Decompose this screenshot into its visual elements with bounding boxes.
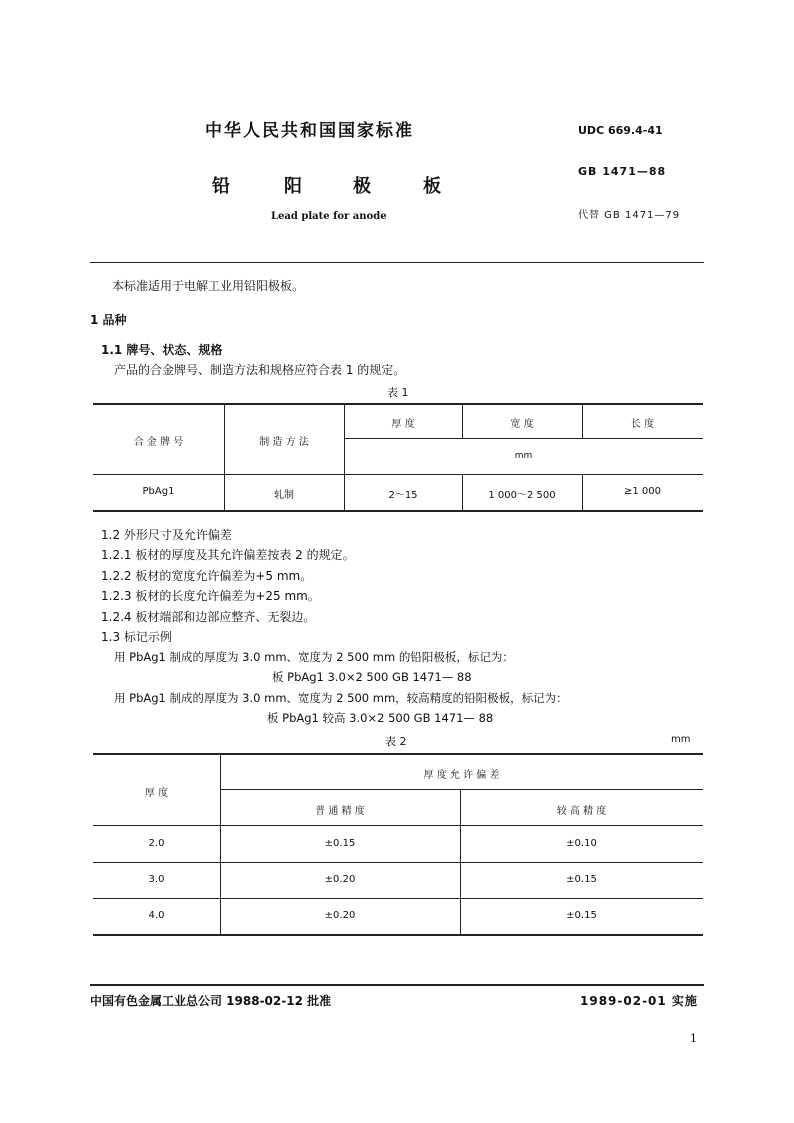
table2-top-rule bbox=[93, 753, 703, 755]
table1-bottom-rule bbox=[93, 510, 703, 512]
section-1-2-4: 1.2.4 板材端部和边部应整齐、无裂边。 bbox=[101, 610, 316, 624]
page-number: 1 bbox=[690, 1032, 697, 1045]
doc-title-char-1: 铅 bbox=[212, 176, 230, 197]
table1-row-thickness: 2～15 bbox=[388, 490, 418, 501]
table2-header-thickness: 厚 度 bbox=[144, 788, 169, 799]
table1-top-rule bbox=[93, 403, 703, 405]
table2-row2-thickness: 3.0 bbox=[148, 874, 165, 885]
table1-header-length: 长 度 bbox=[630, 419, 655, 430]
table1-header-alloy: 合 金 牌 号 bbox=[133, 437, 184, 448]
section-1-1-heading: 1.1 牌号、状态、规格 bbox=[101, 343, 223, 357]
table2-header-normal: 普 通 精 度 bbox=[315, 806, 365, 817]
effective-date: 1989-02-01 实施 bbox=[580, 994, 698, 1008]
table1-row-length: ≥1 000 bbox=[623, 486, 661, 497]
table2-row1-high: ±0.10 bbox=[566, 838, 597, 849]
table2-row3-normal: ±0.20 bbox=[324, 910, 356, 921]
section-1-2-1: 1.2.1 板材的厚度及其允许偏差按表 2 的规定。 bbox=[101, 548, 355, 562]
approval-statement: 中国有色金属工业总公司 1988-02-12 批准 bbox=[90, 994, 332, 1008]
table1-header-bottom-rule bbox=[93, 474, 703, 475]
table1-caption: 表 1 bbox=[387, 386, 409, 399]
table2-row1-thickness: 2.0 bbox=[148, 838, 165, 849]
table2-header-tolerance: 厚 度 允 许 偏 差 bbox=[423, 770, 500, 781]
table1-row-alloy: PbAg1 bbox=[142, 486, 175, 497]
table1-header-method: 制 造 方 法 bbox=[259, 437, 309, 448]
doc-subtitle-en: Lead plate for anode bbox=[271, 211, 387, 222]
header-divider bbox=[90, 262, 704, 263]
table1-header-thickness: 厚 度 bbox=[391, 419, 415, 430]
example-2-text: 用 PbAg1 制成的厚度为 3.0 mm、宽度为 2 500 mm，较高精度的铅阳极板，标记为： bbox=[114, 691, 568, 705]
gb-code: GB 1471—88 bbox=[578, 165, 667, 178]
section-1-2-heading: 1.2 外形尺寸及允许偏差 bbox=[101, 528, 232, 542]
replaces-code: 代替 GB 1471—79 bbox=[578, 210, 681, 221]
table2-row1-normal: ±0.15 bbox=[324, 838, 356, 849]
table1-header-width: 宽 度 bbox=[510, 419, 534, 430]
table2-row2-high: ±0.15 bbox=[566, 874, 597, 885]
doc-title-char-4: 板 bbox=[423, 176, 441, 197]
section-1-2-3: 1.2.3 板材的长度允许偏差为+25 mm。 bbox=[101, 589, 320, 603]
udc-code: UDC 669.4-41 bbox=[578, 124, 663, 137]
table2-caption: 表 2 bbox=[385, 735, 407, 748]
national-standard-title: 中华人民共和国国家标准 bbox=[205, 121, 414, 141]
section-1-1-text: 产品的合金牌号、制造方法和规格应符合表 1 的规定。 bbox=[114, 363, 406, 377]
example-1-text: 用 PbAg1 制成的厚度为 3.0 mm、宽度为 2 500 mm 的铅阳极板，标记为： bbox=[114, 650, 514, 664]
section-1-3-heading: 1.3 标记示例 bbox=[101, 630, 172, 644]
example-1-mark: 板 PbAg1 3.0×2 500 GB 1471— 88 bbox=[272, 670, 472, 684]
table1-row-method: 轧制 bbox=[274, 490, 294, 501]
table2-row3-high: ±0.15 bbox=[566, 910, 597, 921]
doc-title-char-2: 阳 bbox=[284, 176, 302, 197]
example-2-mark: 板 PbAg1 较高 3.0×2 500 GB 1471— 88 bbox=[267, 711, 494, 725]
footer-divider bbox=[90, 984, 704, 986]
table2-row3-thickness: 4.0 bbox=[148, 910, 165, 921]
table2-unit: mm bbox=[671, 734, 691, 745]
table1-unit: mm bbox=[514, 451, 533, 461]
table2-row2-normal: ±0.20 bbox=[324, 874, 356, 885]
table1-header-mid-rule bbox=[344, 438, 703, 439]
table1-row-width: 1 000～2 500 bbox=[488, 490, 556, 501]
section-1-heading: 1 品种 bbox=[90, 313, 127, 327]
doc-title-char-3: 极 bbox=[353, 176, 371, 197]
table2-bottom-rule bbox=[93, 934, 703, 936]
scope-text: 本标准适用于电解工业用铅阳极板。 bbox=[112, 279, 305, 293]
table2-header-high: 较 高 精 度 bbox=[556, 806, 607, 817]
section-1-2-2: 1.2.2 板材的宽度允许偏差为+5 mm。 bbox=[101, 569, 313, 583]
